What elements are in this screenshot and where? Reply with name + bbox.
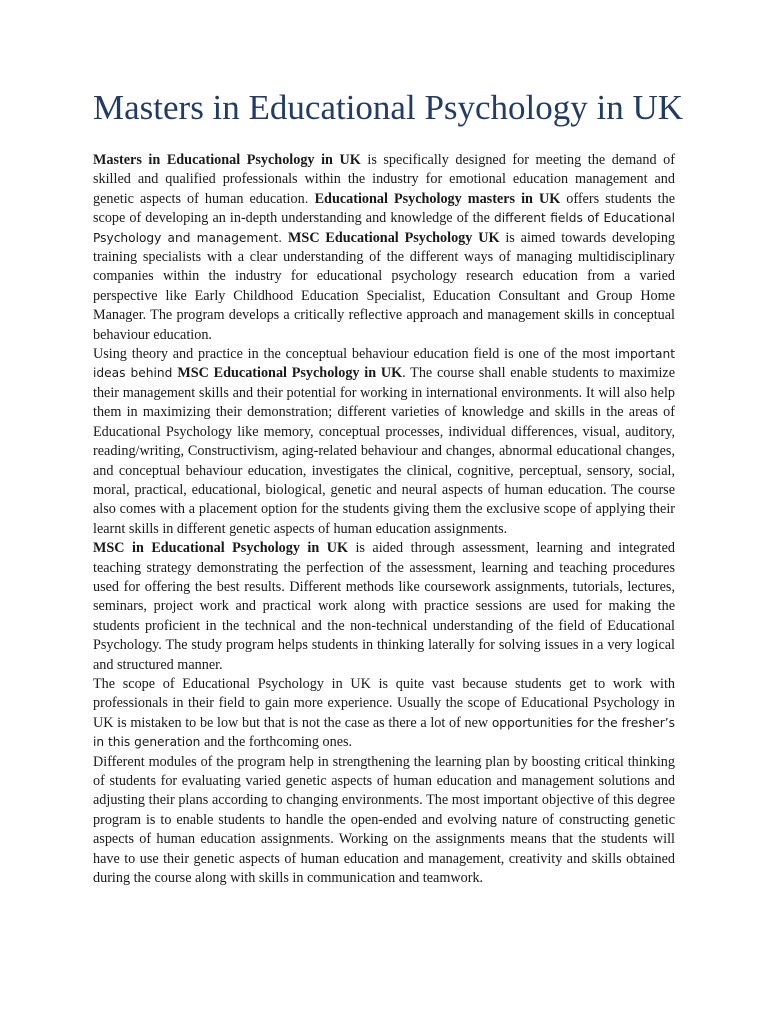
bold-phrase: Masters in Educational Psychology in UK: [93, 152, 361, 168]
paragraph-5: [93, 753, 675, 889]
page-title: Masters in Educational Psychology in UK: [93, 88, 684, 127]
paragraph-1: [93, 151, 675, 345]
document-page: [93, 86, 684, 888]
bold-phrase: Educational Psychology masters in UK: [314, 190, 561, 207]
paragraph-text: Using theory and practice in the conceptual behaviour education field is one of the most: [93, 346, 615, 363]
paragraph-2: [93, 345, 675, 539]
paragraph-text: Different modules of the program help in strengthening the learning plan by boosting critical thinking of students for evaluating varied genetic aspects of human education and management solutions and adjusting their plans according to changing environments. The most important objective of this degree program is to enable students to handle the open-ended and evolving nature of constructing genetic aspects of human education assignments. Working on the assignments means that the students will have to use their genetic aspects of human education and management, creativity and skills obtained during the course along with skills in communication and teamwork.: [93, 753, 675, 887]
bold-phrase: MSC in Educational Psychology in UK: [93, 540, 348, 557]
paragraph-text: and the forthcoming ones.: [200, 734, 353, 751]
paragraph-text: offers students the scope of developing an in-depth understanding and knowledge of the: [93, 190, 676, 227]
bold-phrase: MSC Educational Psychology UK: [288, 229, 500, 246]
bold-phrase: MSC Educational Psychology in UK: [177, 365, 403, 382]
paragraph-text: is aided through assessment, learning and integrated teaching strategy demonstrating the perfection of the assessment, learning and teaching procedures used for offering the best results. Different methods like coursework assignments, tutorials, lectures, seminars, project work and practical work along with practice sessions are used for making the students proficient in the technical and the non-technical understanding of the field of Educational Psychology. The study program helps students in thinking laterally for solving issues in a very logical and structured manner.: [93, 540, 675, 673]
paragraph-3: [93, 539, 675, 675]
paragraph-4: [93, 675, 675, 753]
paragraph-text: is specifically designed for meeting the demand of skilled and qualified professionals within the industry for emotional education management and genetic aspects of human education: [93, 152, 676, 207]
paragraph-text: The scope of Educational Psychology in UK is quite vast because students get to work with professionals in their field to gain more experience. Usually the scope of Educational Psychology in UK is mistaken to be low but that is not the case as there a lot of new: [93, 675, 675, 731]
paragraph-text: different fields of Educational Psychology and management.: [93, 211, 675, 245]
paragraph-text: .: [304, 191, 309, 206]
paragraph-text: opportunities for the fresher’s in this generation: [93, 715, 675, 750]
paragraph-text: is aimed towards developing training specialists with a clear understanding of the different ways of managing multidisciplinary companies within the industry for educational psychology research education from a varied perspective like Early Childhood Education Specialist, Education Consultant and Group Home Manager. The program develops a critically reflective approach and management skills in conceptual behaviour education.: [93, 229, 676, 343]
paragraph-text: important ideas behind: [93, 347, 675, 381]
paragraph-text: . The course shall enable students to maximize their management skills and their potential for working in international environments. It will also help them in maximizing their demonstration; different varieties of knowledge and skills in the areas of Educational Psychology like memory, conceptual processes, individual differences, visual, auditory, reading/writing, Constructivism, aging-related behaviour and changes, abnormal educational changes, and conceptual behaviour education, investigates the clinical, cognitive, perceptual, sensory, social, moral, practical, educational, biological, genetic and neural aspects of human education. The course also comes with a placement option for the students giving them the exclusive scope of applying their learnt skills in different genetic aspects of human education assignments.: [93, 365, 676, 537]
